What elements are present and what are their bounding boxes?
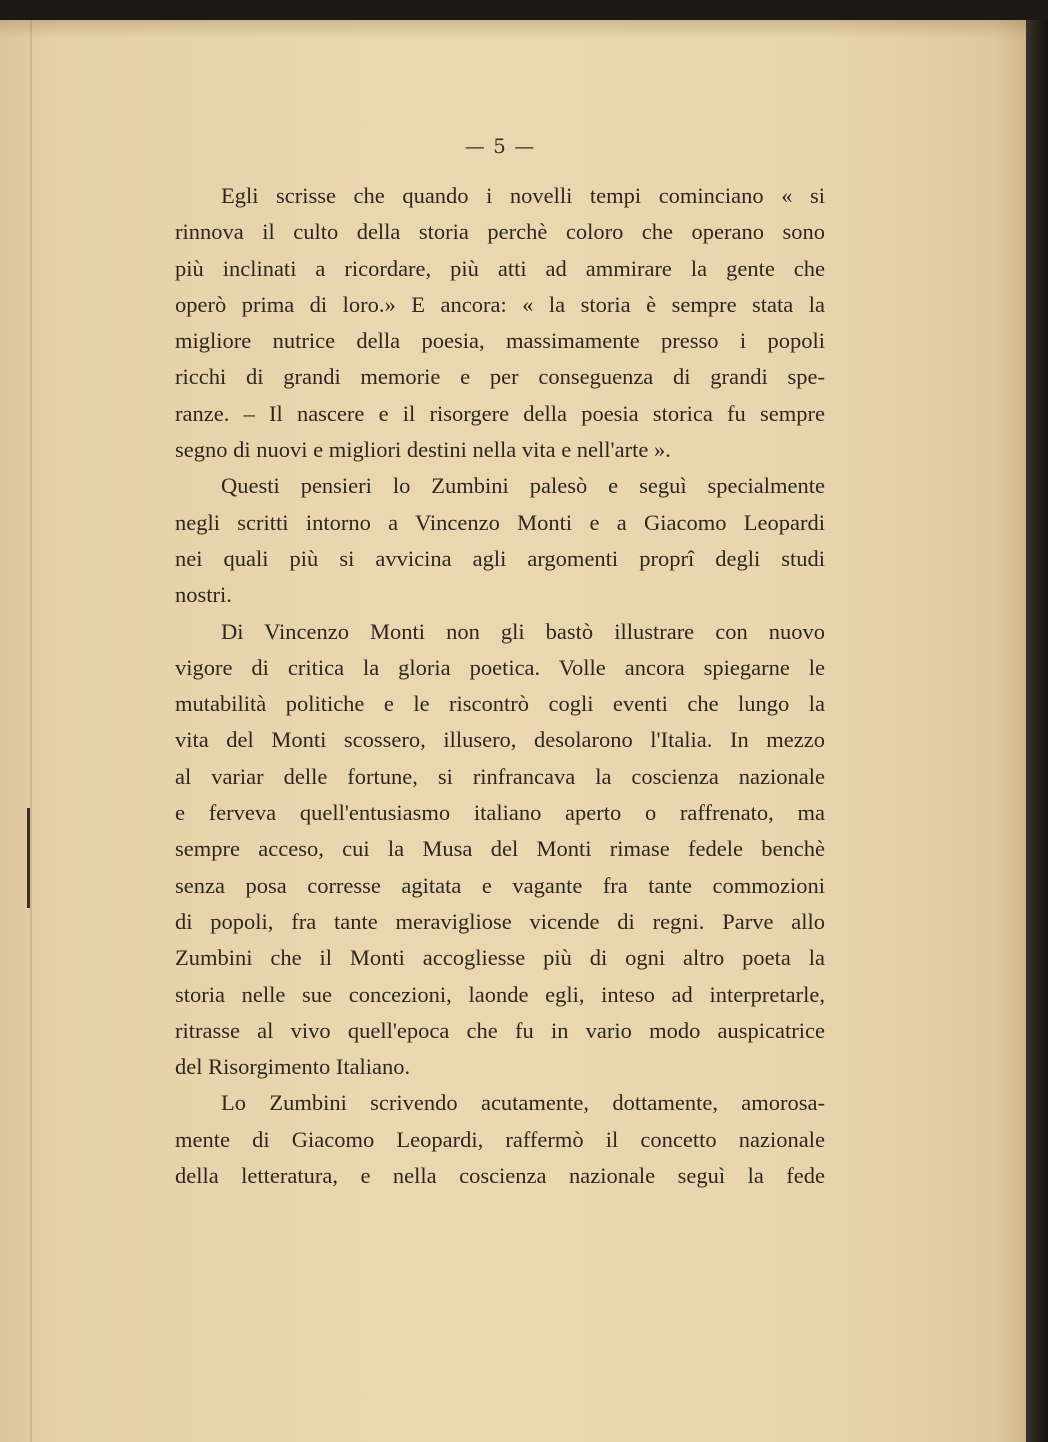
text-line: della letteratura, e nella coscienza nazionale seguì la fede: [175, 1163, 825, 1189]
text-line: e ferveva quell'entusiasmo italiano aperto o raffrenato, ma: [175, 800, 825, 826]
text-line: Questi pensieri lo Zumbini palesò e seguì specialmente: [221, 473, 825, 499]
text-line: ritrasse al vivo quell'epoca che fu in vario modo auspicatrice: [175, 1017, 825, 1043]
text-line: storia nelle sue concezioni, laonde egli, inteso ad interpretarle,: [175, 981, 825, 1007]
text-line: Zumbini che il Monti accogliesse più di ogni altro poeta la: [175, 945, 825, 971]
text-line: più inclinati a ricordare, più atti ad ammirare la gente che: [175, 255, 825, 281]
text-line: senza posa corresse agitata e vagante fra tante commozioni: [175, 872, 825, 898]
book-page: [0, 20, 1026, 1442]
text-line: mutabilità politiche e le riscontrò cogli eventi che lungo la: [175, 691, 825, 717]
text-line: Di Vincenzo Monti non gli bastò illustrare con nuovo: [221, 618, 825, 644]
text-line: ricchi di grandi memorie e per conseguenza di grandi spe-: [175, 364, 825, 390]
text-line: rinnova il culto della storia perchè coloro che operano sono: [175, 219, 825, 245]
text-line: migliore nutrice della poesia, massimamente presso i popoli: [175, 328, 825, 354]
page-number: — 5 —: [464, 134, 536, 158]
text-line: Lo Zumbini scrivendo acutamente, dottamente, amorosa-: [221, 1090, 825, 1116]
text-line: nostri.: [175, 582, 232, 608]
text-line: vita del Monti scossero, illusero, desolarono l'Italia. In mezzo: [175, 727, 825, 753]
text-line: al variar delle fortune, si rinfrancava la coscienza nazionale: [175, 763, 825, 789]
text-line: Egli scrisse che quando i novelli tempi cominciano « si: [221, 183, 825, 208]
binding-mark: [27, 808, 30, 908]
text-line: del Risorgimento Italiano.: [175, 1054, 411, 1080]
paragraph-1: [175, 178, 825, 468]
text-line: mente di Giacomo Leopardi, raffermò il concetto nazionale: [175, 1126, 825, 1152]
text-line: operò prima di loro.» E ancora: « la storia è sempre stata la: [175, 291, 825, 317]
paragraph-4: [175, 1085, 825, 1194]
page-edge-shadow: [1026, 20, 1048, 1442]
paragraph-2: [175, 468, 825, 613]
text-line: nei quali più si avvicina agli argomenti proprî degli studi: [175, 545, 825, 571]
text-line: segno di nuovi e migliori destini nella vita e nell'arte ».: [175, 437, 671, 463]
text-line: negli scritti intorno a Vincenzo Monti e a Giacomo Leopardi: [175, 509, 825, 535]
text-line: di popoli, fra tante meravigliose vicende di regni. Parve allo: [175, 908, 825, 934]
paragraph-3: [175, 614, 825, 1086]
text-line: sempre acceso, cui la Musa del Monti rimase fedele benchè: [175, 836, 825, 862]
text-line: ranze. – Il nascere e il risorgere della poesia storica fu sempre: [175, 400, 825, 426]
body-text: [175, 178, 825, 1194]
text-line: vigore di critica la gloria poetica. Volle ancora spiegarne le: [175, 654, 825, 680]
